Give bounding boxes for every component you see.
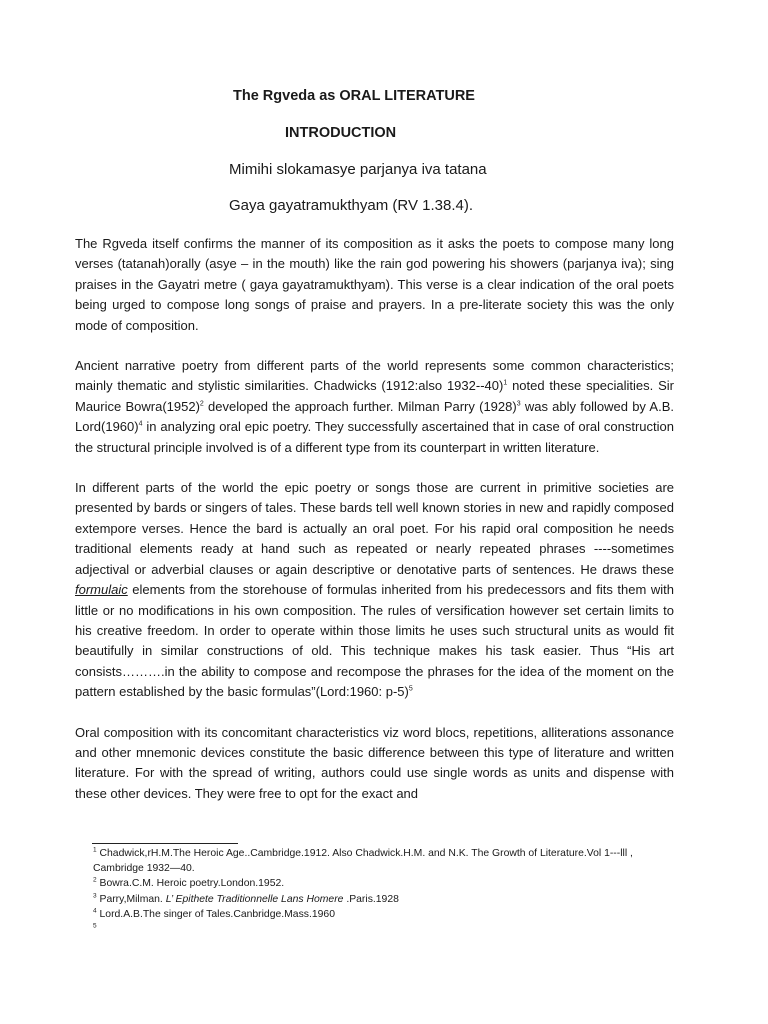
paragraph-3 [75,478,674,702]
footnote-3-text-pre: Parry,Milman. [96,893,166,905]
footnote-3-title: L’ Epithete Traditionnelle Lans Homere [165,893,344,905]
footnote-4-text: Lord.A.B.The singer of Tales.Canbridge.Mass.1960 [96,908,335,920]
footnote-ref-4: 4 [138,420,143,428]
formulaic-term: formulaic [75,582,128,598]
footnote-2-number: 2 [93,876,97,884]
footnote-ref-1: 1 [503,380,508,388]
footnote-2 [93,876,683,891]
footnote-4-number: 4 [93,907,97,915]
footnote-1-text: Chadwick,rH.M.The Heroic Age..Cambridge.1912. Also Chadwick.H.M. and N.K. The Growth of Literature.Vol 1---lll , Cambridge 1932—40. [93,848,633,875]
footnote-3 [93,892,683,907]
paragraph-4: Oral composition with its concomitant characteristics viz word blocs, repetitions, alliterations assonance and other mnemonic devices constitute the basic difference between this type of literature and written literature. For with the spread of writing, authors could use single words as units and dispense with these other devices. They were free to opt for the exact and [75,724,674,801]
paragraph-3-text-b: elements from the storehouse of formulas inherited from his predecessors and fits them with little or no modifications in his own composition. The rules of versification however set certain limits to his creative freedom. In order to operate within those limits he uses such structural units as would fit beautifully in similar constructions of old. This technique makes his task easier. Thus “His art consists……….in the ability to compose and recompose the phrases for the idea of the moment on the pattern established by the basic formulas”(Lord:1960: p-5) [75,582,674,700]
footnote-ref-3: 3 [516,400,521,408]
body-text [75,234,674,824]
footnote-1 [93,846,683,876]
footnotes [93,846,683,937]
paragraph-3-text-a: In different parts of the world the epic poetry or songs those are current in primitive societies are presented by bards or singers of tales. These bards tell well known stories in new and rapidly composed extempore verses. Hence the bard is actually an oral poet. For his rapid oral composition he needs traditional elements ready at hand such as repeated or nearly repeated phrases ----sometimes adjectival or adverbial clauses or again descriptive or denotative parts of sentences. He draws these [75,480,674,577]
footnote-ref-5: 5 [408,685,413,693]
section-heading: INTRODUCTION [285,125,397,141]
footnote-2-text: Bowra.C.M. Heroic poetry.London.1952. [96,878,285,890]
paragraph-1: The Rgveda itself confirms the manner of its composition as it asks the poets to compose many long verses (tatanah)orally (asye – in the mouth) like the rain god powering his showers (parjanya iva); sing praises in the Gayatri metre ( gaya gayatramukthyam). This verse is a clear indication of the oral poets being urged to compose long songs of praise and prayers. In a pre-literate society this was the only mode of composition. [75,236,674,333]
footnote-1-number: 1 [93,846,97,854]
footnote-3-text-post: .Paris.1928 [343,893,399,905]
footnote-4 [93,907,683,922]
footnote-ref-2: 2 [199,400,204,408]
paragraph-2-text-c: developed the approach further. Milman Parry (1928) [203,398,517,414]
document-title: The Rgveda as ORAL LITERATURE [233,88,475,104]
epigraph-line-2: Gaya gayatramukthyam (RV 1.38.4). [229,197,473,214]
paragraph-2-text-d: was ably followed by A.B. Lord(1960) [75,398,674,435]
footnote-5 [93,922,683,937]
footnote-5-number: 5 [93,922,97,930]
epigraph-line-1: Mimihi slokamasye parjanya iva tatana [229,161,487,178]
paragraph-2-text-e: in analyzing oral epic poetry. They successfully ascertained that in case of oral construction the structural principle involved is of a different type from its counterpart in written literature. [75,419,674,455]
paragraph-2-text-b: noted these specialities. Sir Maurice Bowra(1952) [75,378,674,414]
paragraph-2 [75,356,674,458]
paragraph-2-text-a: Ancient narrative poetry from different parts of the world represents some common characteristics; mainly thematic and stylistic similarities. Chadwicks (1912:also 1932--40) [75,358,674,394]
footnote-3-number: 3 [93,892,97,900]
footnote-divider [92,843,238,844]
